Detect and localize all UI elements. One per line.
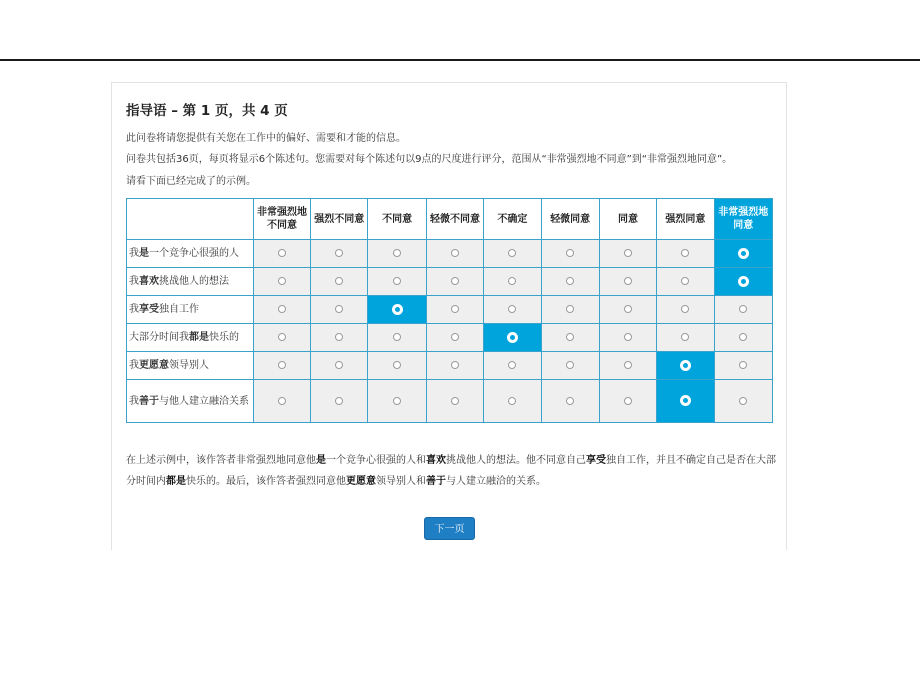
rating-cell[interactable] [426, 324, 483, 352]
radio-empty-icon[interactable] [566, 333, 574, 341]
explanation-keyword: 更愿意 [346, 476, 376, 487]
statement-text: 与他人建立融洽关系 [159, 395, 249, 407]
radio-selected-icon[interactable] [681, 361, 690, 370]
rating-cell[interactable] [426, 240, 483, 268]
rating-cell[interactable] [484, 380, 541, 423]
statement-text: 独自工作 [159, 304, 199, 315]
next-page-button[interactable]: 下一页 [424, 517, 475, 540]
rating-cell[interactable] [368, 324, 426, 352]
statement-text: 领导别人 [169, 360, 209, 371]
radio-empty-icon[interactable] [451, 305, 459, 313]
statement-header-cell [127, 199, 254, 240]
statement-cell [127, 240, 254, 268]
page-title: 指导语 – 第 1 页，共 4 页 [126, 103, 288, 119]
rating-cell[interactable] [714, 240, 772, 268]
rating-cell[interactable] [253, 296, 310, 324]
radio-empty-icon[interactable] [681, 277, 689, 285]
rating-cell[interactable] [484, 296, 541, 324]
table-row [127, 268, 773, 296]
rating-cell[interactable] [253, 324, 310, 352]
radio-selected-icon[interactable] [739, 277, 748, 286]
explanation-text: 领导别人和 [376, 476, 426, 487]
scale-header: 非常强烈地同意 [714, 199, 772, 240]
statement-cell [127, 380, 254, 423]
radio-empty-icon[interactable] [335, 277, 343, 285]
statement-text: 挑战他人的想法 [159, 276, 229, 287]
rating-cell[interactable] [657, 296, 714, 324]
rating-cell[interactable] [311, 324, 368, 352]
intro-line-3: 请看下面已经完成了的示例。 [126, 176, 256, 187]
statement-keyword: 善于 [139, 395, 159, 407]
radio-empty-icon[interactable] [739, 333, 747, 341]
scale-header: 强烈同意 [657, 199, 714, 240]
rating-cell[interactable] [484, 352, 541, 380]
radio-empty-icon[interactable] [624, 361, 632, 369]
rating-cell[interactable] [541, 352, 599, 380]
intro-line-1: 此问卷将请您提供有关您在工作中的偏好、需要和才能的信息。 [126, 133, 406, 144]
radio-empty-icon[interactable] [451, 333, 459, 341]
rating-cell[interactable] [657, 324, 714, 352]
top-divider [0, 59, 920, 61]
rating-cell[interactable] [541, 268, 599, 296]
explanation-text: 快乐的。最后，该作答者强烈同意他 [186, 476, 346, 487]
rating-cell[interactable] [368, 240, 426, 268]
scale-header: 同意 [599, 199, 656, 240]
statement-keyword: 喜欢 [139, 276, 159, 287]
rating-cell[interactable] [657, 240, 714, 268]
radio-empty-icon[interactable] [335, 333, 343, 341]
radio-empty-icon[interactable] [335, 361, 343, 369]
radio-empty-icon[interactable] [393, 249, 401, 257]
rating-cell[interactable] [426, 380, 483, 423]
rating-cell[interactable] [311, 352, 368, 380]
table-header-row [127, 199, 773, 240]
rating-cell[interactable] [484, 324, 541, 352]
statement-text: 一个竞争心很强的人 [149, 248, 239, 259]
rating-cell[interactable] [311, 240, 368, 268]
instructions-panel [111, 82, 787, 550]
rating-cell[interactable] [311, 268, 368, 296]
rating-cell[interactable] [368, 352, 426, 380]
statement-keyword: 都是 [189, 332, 209, 343]
table-row [127, 380, 773, 423]
radio-empty-icon[interactable] [508, 305, 516, 313]
rating-cell[interactable] [253, 268, 310, 296]
scale-header: 不同意 [368, 199, 426, 240]
example-explanation [126, 450, 776, 492]
rating-cell[interactable] [541, 296, 599, 324]
table-row [127, 240, 773, 268]
explanation-text: 挑战他人的想法。他不同意自己 [446, 455, 586, 466]
statement-text: 我 [129, 248, 139, 259]
radio-empty-icon[interactable] [508, 361, 516, 369]
explanation-keyword: 喜欢 [426, 455, 446, 466]
table-row [127, 324, 773, 352]
explanation-keyword: 善于 [426, 476, 446, 487]
radio-selected-icon[interactable] [508, 333, 517, 342]
radio-empty-icon[interactable] [566, 277, 574, 285]
radio-empty-icon[interactable] [566, 305, 574, 313]
statement-text: 大部分时间我 [129, 332, 189, 343]
table-row [127, 352, 773, 380]
statement-text: 快乐的 [209, 332, 239, 343]
rating-cell[interactable] [714, 352, 772, 380]
radio-empty-icon[interactable] [566, 397, 574, 405]
intro-line-2: 问卷共包括36页，每页将显示6个陈述句。您需要对每个陈述句以9点的尺度进行评分，范围从“非常强烈地不同意”到“非常强烈地同意”。 [126, 154, 733, 165]
statement-text: 我 [129, 276, 139, 287]
rating-cell[interactable] [541, 380, 599, 423]
statement-cell [127, 324, 254, 352]
radio-empty-icon[interactable] [393, 333, 401, 341]
statement-keyword: 享受 [139, 304, 159, 315]
radio-empty-icon[interactable] [739, 305, 747, 313]
radio-empty-icon[interactable] [624, 305, 632, 313]
rating-cell[interactable] [368, 380, 426, 423]
radio-empty-icon[interactable] [508, 249, 516, 257]
scale-header: 强烈不同意 [311, 199, 368, 240]
rating-cell[interactable] [426, 352, 483, 380]
radio-empty-icon[interactable] [393, 361, 401, 369]
statement-text: 我 [129, 395, 139, 407]
radio-empty-icon[interactable] [278, 333, 286, 341]
statement-cell [127, 296, 254, 324]
radio-empty-icon[interactable] [335, 305, 343, 313]
rating-cell[interactable] [657, 352, 714, 380]
radio-empty-icon[interactable] [278, 277, 286, 285]
radio-empty-icon[interactable] [681, 249, 689, 257]
radio-selected-icon[interactable] [393, 305, 402, 314]
scale-header: 非常强烈地不同意 [253, 199, 310, 240]
statement-cell [127, 352, 254, 380]
rating-cell[interactable] [253, 380, 310, 423]
rating-cell[interactable] [368, 296, 426, 324]
radio-empty-icon[interactable] [566, 249, 574, 257]
rating-cell[interactable] [657, 268, 714, 296]
radio-empty-icon[interactable] [451, 249, 459, 257]
radio-empty-icon[interactable] [508, 397, 516, 405]
radio-empty-icon[interactable] [681, 305, 689, 313]
explanation-keyword: 都是 [166, 476, 186, 487]
rating-cell[interactable] [599, 352, 656, 380]
statement-text: 我 [129, 304, 139, 315]
statement-keyword: 是 [139, 248, 149, 259]
rating-cell[interactable] [253, 352, 310, 380]
rating-cell[interactable] [714, 296, 772, 324]
table-body [127, 240, 773, 423]
explanation-text: 独自工作，并且不确定自己是否在大部分时间内 [126, 455, 776, 487]
radio-empty-icon[interactable] [335, 249, 343, 257]
explanation-keyword: 享受 [586, 455, 606, 466]
rating-cell[interactable] [599, 296, 656, 324]
radio-empty-icon[interactable] [739, 361, 747, 369]
rating-cell[interactable] [714, 268, 772, 296]
radio-empty-icon[interactable] [393, 397, 401, 405]
rating-cell[interactable] [311, 380, 368, 423]
radio-selected-icon[interactable] [681, 396, 690, 405]
rating-cell[interactable] [657, 380, 714, 423]
rating-cell[interactable] [311, 296, 368, 324]
rating-cell[interactable] [541, 324, 599, 352]
rating-cell[interactable] [599, 324, 656, 352]
radio-empty-icon[interactable] [739, 397, 747, 405]
radio-empty-icon[interactable] [451, 277, 459, 285]
scale-header: 轻微同意 [541, 199, 599, 240]
rating-cell[interactable] [253, 240, 310, 268]
rating-cell[interactable] [599, 240, 656, 268]
radio-empty-icon[interactable] [335, 397, 343, 405]
explanation-text: 一个竞争心很强的人和 [326, 455, 426, 466]
radio-empty-icon[interactable] [278, 305, 286, 313]
explanation-text: 与人建立融洽的关系。 [446, 476, 546, 487]
rating-cell[interactable] [714, 380, 772, 423]
radio-empty-icon[interactable] [451, 397, 459, 405]
radio-empty-icon[interactable] [451, 361, 459, 369]
rating-cell[interactable] [368, 268, 426, 296]
scale-header: 不确定 [484, 199, 541, 240]
scale-header: 轻微不同意 [426, 199, 483, 240]
rating-cell[interactable] [426, 268, 483, 296]
radio-selected-icon[interactable] [739, 249, 748, 258]
radio-empty-icon[interactable] [624, 333, 632, 341]
rating-cell[interactable] [599, 380, 656, 423]
rating-cell[interactable] [714, 324, 772, 352]
statement-keyword: 更愿意 [139, 360, 169, 371]
radio-empty-icon[interactable] [278, 249, 286, 257]
radio-empty-icon[interactable] [624, 277, 632, 285]
rating-cell[interactable] [599, 268, 656, 296]
statement-text: 我 [129, 360, 139, 371]
radio-empty-icon[interactable] [624, 397, 632, 405]
radio-empty-icon[interactable] [566, 361, 574, 369]
rating-cell[interactable] [484, 240, 541, 268]
example-rating-table [126, 198, 773, 423]
radio-empty-icon[interactable] [278, 397, 286, 405]
statement-cell [127, 268, 254, 296]
radio-empty-icon[interactable] [508, 277, 516, 285]
radio-empty-icon[interactable] [624, 249, 632, 257]
radio-empty-icon[interactable] [278, 361, 286, 369]
radio-empty-icon[interactable] [681, 333, 689, 341]
rating-cell[interactable] [484, 268, 541, 296]
rating-cell[interactable] [426, 296, 483, 324]
explanation-text: 在上述示例中，该作答者非常强烈地同意他 [126, 455, 316, 466]
table-row [127, 296, 773, 324]
rating-cell[interactable] [541, 240, 599, 268]
explanation-keyword: 是 [316, 455, 326, 466]
radio-empty-icon[interactable] [393, 277, 401, 285]
